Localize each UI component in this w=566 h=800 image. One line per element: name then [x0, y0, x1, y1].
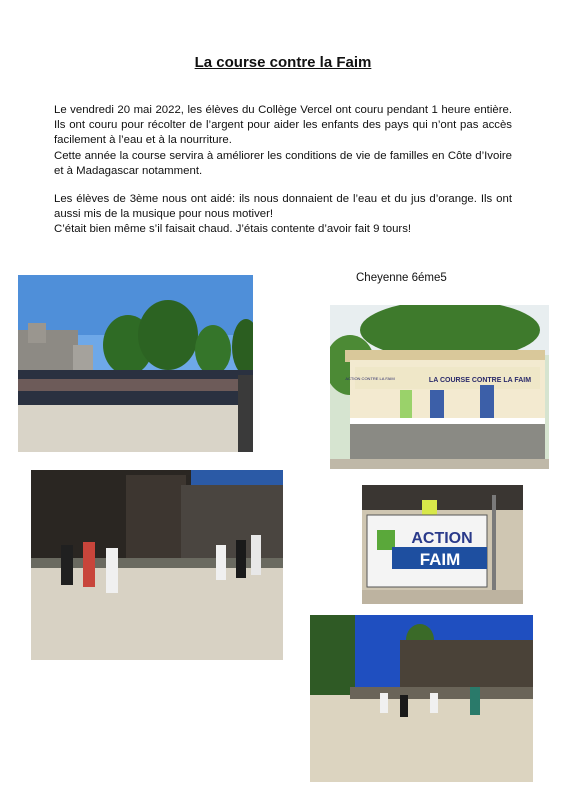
paragraph-4: C’était bien même s’il faisait chaud. J’étais contente d’avoir fait 9 tours!	[54, 223, 412, 236]
photo-runners-path	[310, 615, 533, 782]
paragraph-1: Le vendredi 20 mai 2022, les élèves du Collège Vercel ont couru pendant 1 heure entière. Ils ont couru pour récolter de l’argent pour aider les enfants des pays qui n’ont pas accès facilement à l’eau et à la nourriture.	[54, 104, 512, 147]
author-signature: Cheyenne 6éme5	[356, 272, 447, 284]
article-body	[54, 103, 512, 238]
paragraph-3: Les élèves de 3ème nous ont aidé: ils nous donnaient de l’eau et du jus d’orange. Ils ont aussi mis de la musique pour nous motiver!	[54, 193, 512, 221]
page-title: La course contre la Faim	[194, 54, 372, 71]
photo-action-faim-banner	[362, 485, 523, 604]
stand-banner-text: LA COURSE CONTRE LA FAIM	[428, 377, 532, 384]
paragraph-2: Cette année la course servira à améliorer les conditions de vie de familles en Côte d’Ivoire et à Madagascar notamment.	[54, 149, 512, 177]
stand-logo-text: ACTION CONTRE LA FAIM	[345, 376, 395, 381]
photo-group-students	[18, 275, 253, 452]
barrier-banner-top-text: ACTION	[411, 530, 473, 547]
photo-runners-castle	[31, 470, 283, 660]
photo-refreshment-stand	[330, 305, 549, 469]
barrier-banner-bottom-text: FAIM	[419, 550, 461, 569]
